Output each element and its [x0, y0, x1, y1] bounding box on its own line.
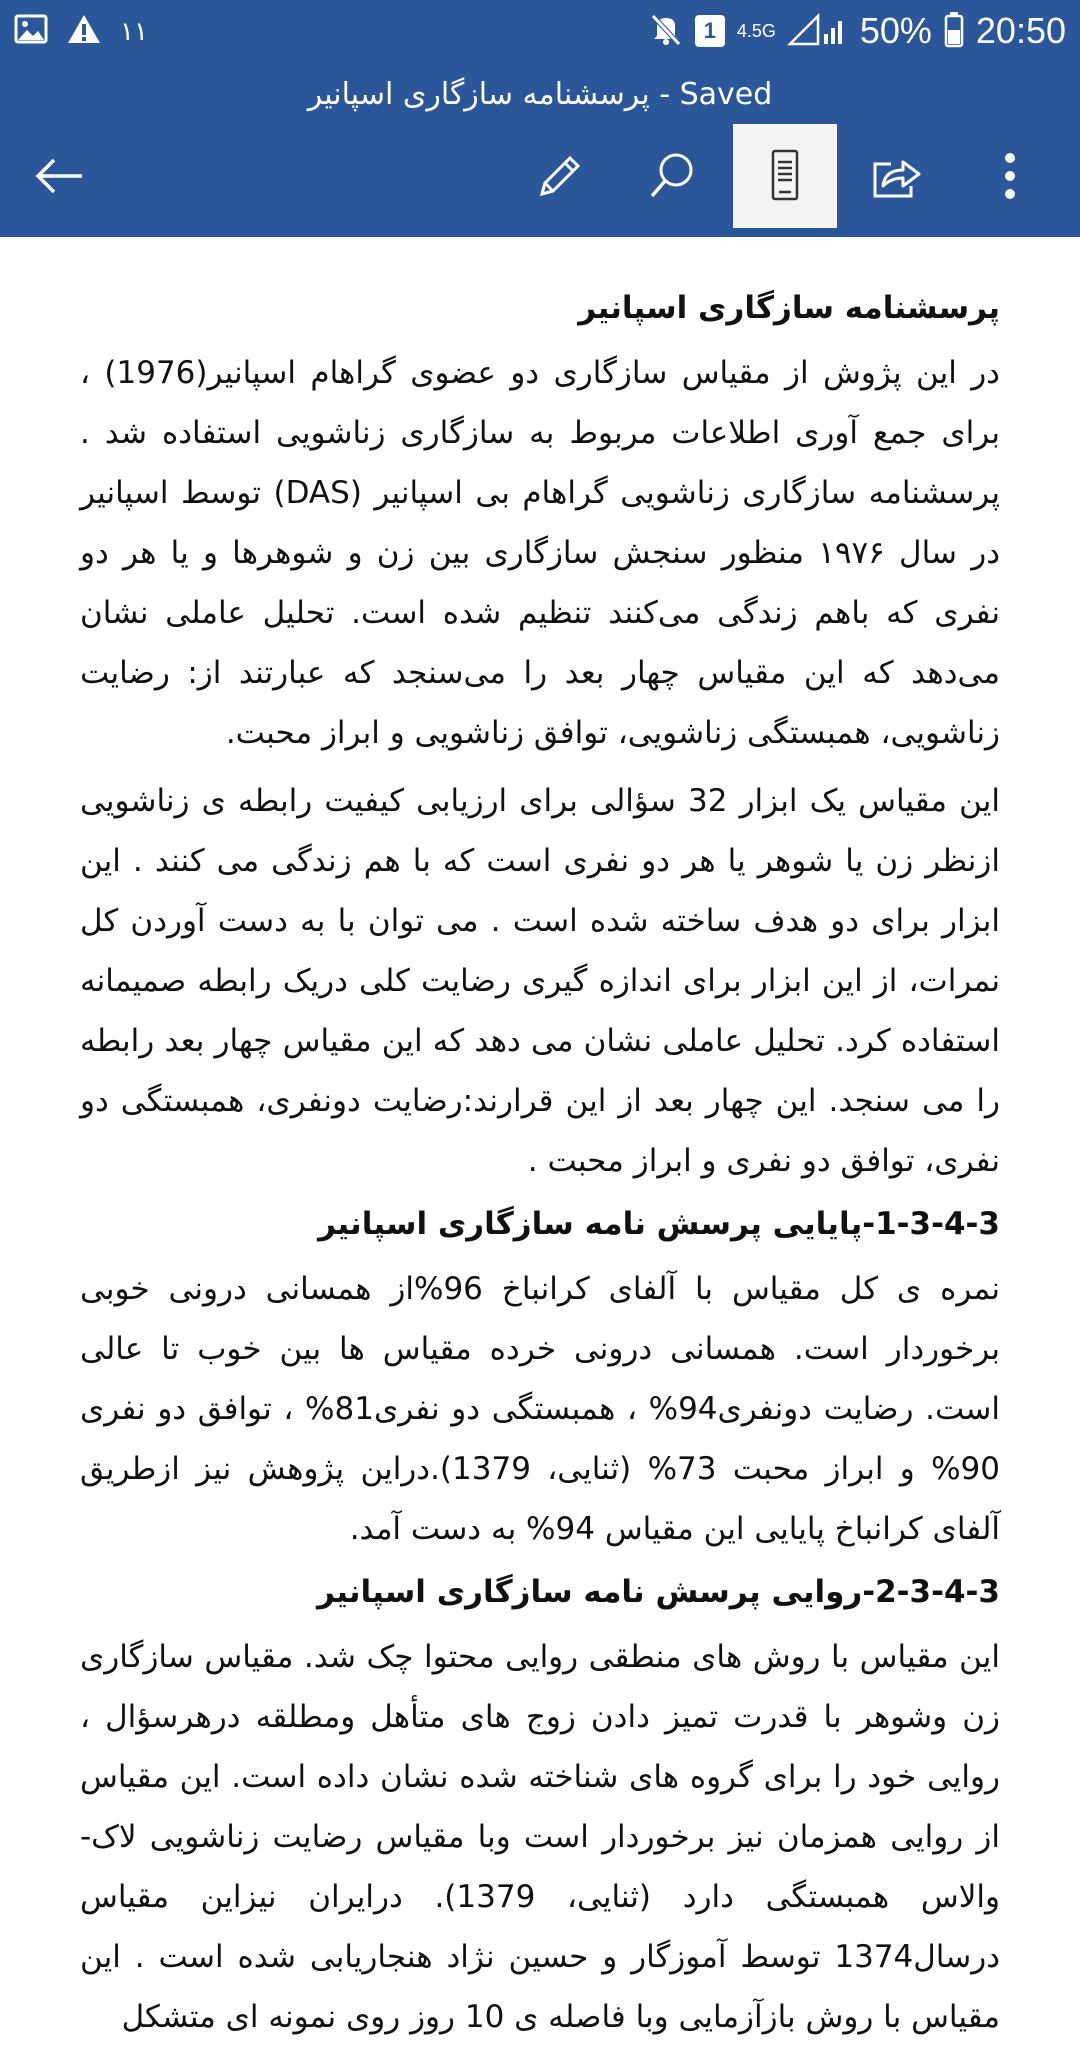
- warning-icon: [66, 13, 102, 49]
- status-left-text: ۱۱: [120, 15, 148, 46]
- paragraph-validity: این مقیاس با روش های منطقی روایی محتوا چک شد. مقیاس سازگاری زن وشوهر با قدرت تمیز دادن زوج های متأهل ومطلقه درهرسؤال ، روایی خود را برای گروه های شناخته شده نشان داده است. این مقیاس از روایی همزمان نیز برخوردار است وبا مقیاس رضایت زناشویی لاک-والاس همبستگی دارد (ثنایی، 1379). درایران نیزاین مقیاس درسال1374 توسط آموزگار و حسین نژاد هنجاریابی شده است . این مقیاس با روش بازآزمایی وبا فاصله ی 10 روز روی نمونه ای متشکل: [80, 1639, 1000, 2035]
- paragraph-instrument: این مقیاس یک ابزار 32 سؤالی برای ارزیابی کیفیت رابطه ی زناشویی ازنظر زن یا شوهر یا هر دو نفری است که با هم زندگی می کنند . این ابزار برای دو هدف ساخته شده است . می توان با به دست آوردن کل نمرات، از این ابزار برای اندازه گیری رضایت کلی دریک رابطه صمیمانه استفاده کرد. تحلیل عاملی نشان می دهد که این مقیاس چهار بعد رابطه را می سنجد. این چهار بعد از این قرارند:رضایت دونفری، همبستگی دو نفری، توافق دو نفری و ابراز محبت .: [80, 783, 1000, 1179]
- mute-icon: [649, 12, 683, 50]
- status-bar-right: [649, 10, 1066, 52]
- network-label: 4.5G: [736, 21, 776, 41]
- search-icon: [646, 150, 698, 202]
- document-canvas[interactable]: [0, 237, 1080, 2035]
- clock: 20:50: [975, 10, 1066, 51]
- share-icon: [869, 150, 925, 202]
- status-bar-left: [14, 13, 148, 49]
- more-options-button[interactable]: [958, 124, 1062, 228]
- heading-reliability: 1-3-4-3-پایایی پرسش نامه سازگاری اسپانیر: [318, 1206, 1000, 1242]
- signal-icon: [788, 12, 848, 50]
- heading-validity: 2-3-4-3-روایی پرسش نامه سازگاری اسپانیر: [316, 1574, 1000, 1610]
- pencil-icon: [534, 150, 586, 202]
- battery-percent: 50%: [859, 10, 932, 51]
- arrow-left-icon: [34, 156, 86, 196]
- more-vert-icon: [1002, 152, 1018, 200]
- mobile-view-icon: [765, 148, 805, 204]
- status-bar: [0, 0, 1080, 62]
- search-button[interactable]: [620, 124, 724, 228]
- app-bar: [0, 62, 1080, 237]
- document-heading: پرسشنامه سازگاری اسپانیر: [578, 290, 1000, 326]
- mobile-view-button[interactable]: [733, 124, 837, 228]
- toolbar: [0, 124, 1080, 236]
- edit-button[interactable]: [508, 124, 612, 228]
- image-icon: [14, 14, 48, 48]
- back-button[interactable]: [8, 124, 112, 228]
- paragraph-reliability: نمره ی کل مقیاس با آلفای کرانباخ 96%از همسانی درونی خوبی برخوردار است. همسانی درونی خرده مقیاس ها بین خوب تا عالی است. رضایت دونفری94% ، همبستگی دو نفری81% ، توافق دو نفری 90% و ابراز محبت 73% (ثنایی، 1379).دراین پژوهش نیز ازطریق آلفای کرانباخ پایایی این مقیاس 94% به دست آمد.: [80, 1271, 1000, 1547]
- notification-badge: 1: [695, 15, 725, 47]
- document-title: پرسشنامه سازگاری اسپانیر - Saved: [307, 77, 773, 112]
- share-button[interactable]: [845, 124, 949, 228]
- document-page[interactable]: [80, 279, 1000, 2047]
- paragraph-intro: در این پژوش از مقیاس سازگاری دو عضوی گراهام اسپانیر(1976) ، برای جمع آوری اطلاعات مربوط به سازگاری زناشویی استفاده شد . پرسشنامه سازگاری زناشویی گراهام بی اسپانیر (DAS) توسط اسپانیر در سال ۱۹۷۶ منظور سنجش سازگاری بین زن و شوهرها و یا هر دو نفری که باهم زندگی می‌کنند تنظیم شده است. تحلیل عاملی نشان می‌دهد که این مقیاس چهار بعد را می‌سنجد که عبارتند از: رضایت زناشویی، همبستگی زناشویی، توافق زناشویی و ابراز محبت.: [80, 355, 1000, 751]
- battery-icon: [944, 11, 964, 51]
